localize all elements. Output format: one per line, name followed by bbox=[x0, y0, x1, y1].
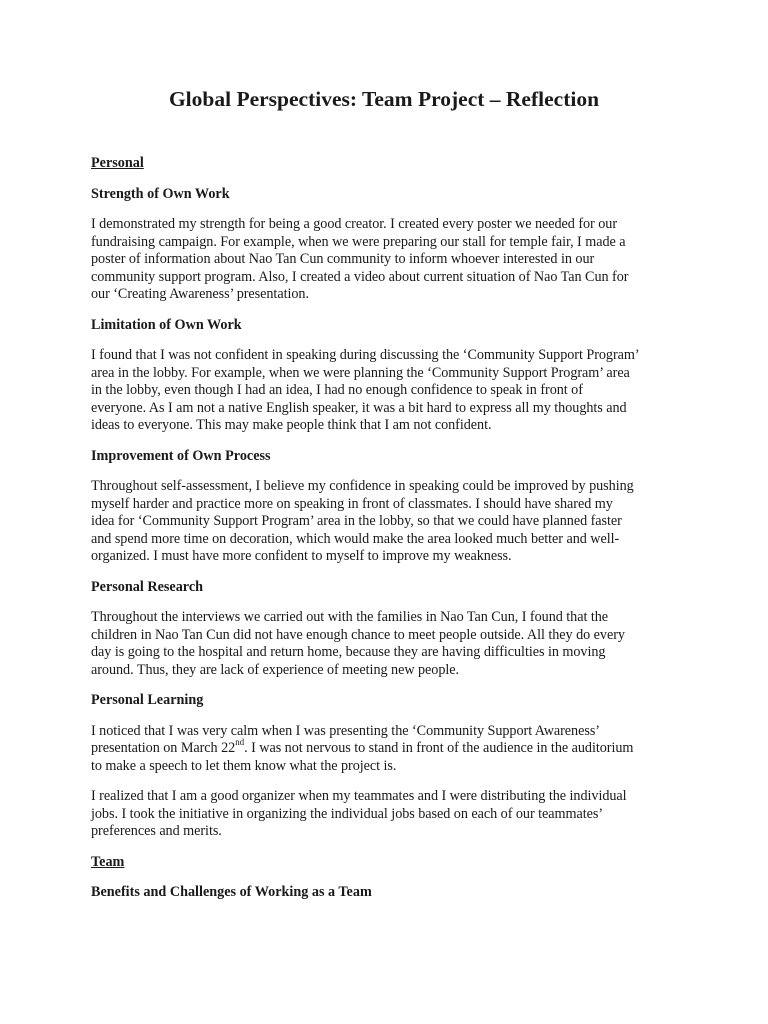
text-line bbox=[91, 737, 681, 758]
document-title: Global Perspectives: Team Project – Reflection bbox=[168, 87, 600, 111]
ordinal-suffix: nd bbox=[235, 737, 245, 748]
paragraph-limitation bbox=[91, 347, 681, 435]
heading-improvement-of-own-process: Improvement of Own Process bbox=[91, 447, 271, 464]
paragraph-improvement bbox=[91, 478, 681, 566]
heading-personal-research: Personal Research bbox=[91, 578, 204, 595]
text-line: I noticed that I was very calm when I was presenting the ‘Community Support Awareness’ bbox=[91, 722, 600, 739]
paragraph-strength bbox=[91, 216, 681, 304]
text-line: area in the lobby. For example, when we were planning the ‘Community Support Program’ area bbox=[91, 364, 630, 381]
text-line: myself harder and practice more on speaking in front of classmates. I should have shared my bbox=[91, 495, 613, 512]
text-segment: . I was not nervous to stand in front of the audience in the auditorium bbox=[244, 740, 634, 756]
text-line: I demonstrated my strength for being a good creator. I created every poster we needed for our bbox=[91, 216, 617, 232]
text-line: jobs. I took the initiative in organizing the individual jobs based on each of our teammates’ bbox=[91, 805, 604, 822]
text-line: to make a speech to let them know what the project is. bbox=[91, 757, 397, 774]
text-line: around. Thus, they are lack of experience of meeting new people. bbox=[91, 661, 460, 678]
section-label-team: Team bbox=[91, 853, 125, 870]
text-line: in the lobby, even though I had an idea, I had no enough confidence to speak in front of bbox=[91, 382, 583, 398]
text-line: Throughout the interviews we carried out with the families in Nao Tan Cun, I found that the bbox=[91, 609, 609, 625]
text-line: day is going to the hospital and return home, because they are having difficulties in moving bbox=[91, 644, 606, 660]
text-line: I found that I was not confident in speaking during discussing the ‘Community Support Program’ bbox=[91, 347, 640, 363]
text-line: fundraising campaign. For example, when we were preparing our stall for temple fair, I made a bbox=[91, 233, 626, 250]
document-body bbox=[91, 150, 681, 915]
text-line: and spend more time on decoration, which would make the area looked much better and well- bbox=[91, 530, 620, 547]
text-line: children in Nao Tan Cun did not have enough chance to meet people outside. All they do every bbox=[91, 626, 625, 643]
text-line: I realized that I am a good organizer when my teammates and I were distributing the individual bbox=[91, 788, 627, 804]
heading-strength-of-own-work: Strength of Own Work bbox=[91, 185, 230, 202]
text-line: ideas to everyone. This may make people think that I am not confident. bbox=[91, 417, 492, 433]
text-line: our ‘Creating Awareness’ presentation. bbox=[91, 286, 309, 302]
heading-limitation-of-own-work: Limitation of Own Work bbox=[91, 316, 242, 333]
section-label-personal: Personal bbox=[91, 155, 144, 171]
heading-personal-learning: Personal Learning bbox=[91, 692, 204, 708]
paragraph-learning-presentation bbox=[91, 723, 681, 776]
text-line: organized. I must have more confident to myself to improve my weakness. bbox=[91, 548, 512, 564]
text-line: Throughout self-assessment, I believe my confidence in speaking could be improved by pushing bbox=[91, 478, 634, 494]
paragraph-learning-organizer bbox=[91, 788, 681, 841]
heading-benefits-and-challenges: Benefits and Challenges of Working as a Team bbox=[91, 884, 372, 900]
text-line: community support program. Also, I created a video about current situation of Nao Tan Cun for bbox=[91, 268, 629, 285]
text-segment: presentation on March 22 bbox=[91, 740, 236, 756]
paragraph-research bbox=[91, 609, 681, 679]
text-line: everyone. As I am not a native English speaker, it was a bit hard to express all my thoughts and bbox=[91, 399, 627, 416]
text-line: preferences and merits. bbox=[91, 823, 222, 839]
text-line: idea for ‘Community Support Program’ area in the lobby, so that we could have planned faster bbox=[91, 513, 622, 529]
text-line: poster of information about Nao Tan Cun community to inform whoever interested in our bbox=[91, 251, 595, 267]
